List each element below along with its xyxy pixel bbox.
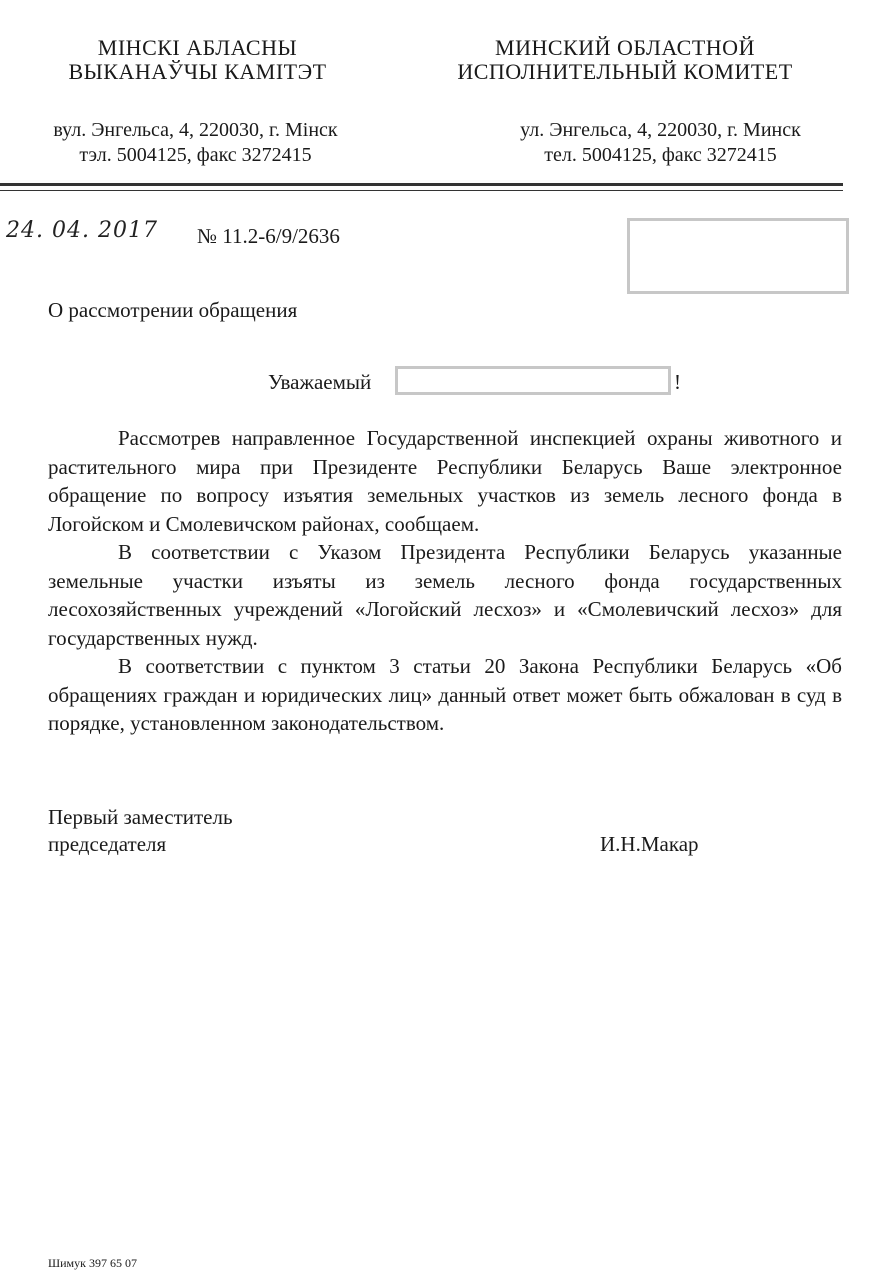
handwritten-date: 24. 04. 2017 xyxy=(6,218,158,243)
signatory-name: И.Н.Макар xyxy=(600,832,699,856)
letterhead-be-org-line1: МІНСКІ АБЛАСНЫ xyxy=(97,35,298,60)
body-paragraph-3: В соответствии с пунктом 3 статьи 20 Закона Республики Беларусь «Об обращениях граждан и юридических лиц» данный ответ может быть обжалован в суд в порядке, установленном законодательством. xyxy=(48,654,842,735)
letterhead-ru-org xyxy=(425,36,825,84)
signatory-position-line2: председателя xyxy=(48,832,167,856)
letterhead-ru-address-line2: тел. 5004125, факс 3272415 xyxy=(544,144,777,166)
letterhead-ru-org-line1: МИНСКИЙ ОБЛАСТНОЙ xyxy=(495,35,755,60)
letterhead-be-org xyxy=(20,36,375,84)
letterhead-be-address-line2: тэл. 5004125, факс 3272415 xyxy=(79,144,312,166)
signatory-position xyxy=(48,804,233,858)
document-subject: О рассмотрении обращения xyxy=(48,298,298,322)
letterhead-ru-address xyxy=(468,118,853,168)
letterhead-rule-thick xyxy=(0,183,843,186)
body-paragraph-1: Рассмотрев направленное Государственной инспекцией охраны животного и растительного мира при Президенте Республики Беларусь Ваше электронное обращение по вопросу изъятия земельных участков из земель лесного фонда в Логойском и Смолевичском районах, сообщаем. xyxy=(48,426,842,536)
body-paragraph-2: В соответствии с Указом Президента Республики Беларусь указанные земельные участки изъяты из земель лесного фонда государственных лесохозяйственных учреждений «Логойский лесхоз» и «Смолевичский лесхоз» для государственных нужд. xyxy=(48,540,842,650)
footer-executor: Шимук 397 65 07 xyxy=(48,1256,137,1270)
letterhead-ru-address-line1: ул. Энгельса, 4, 220030, г. Минск xyxy=(520,119,801,141)
redacted-addressee xyxy=(627,218,849,294)
salutation-end: ! xyxy=(674,370,681,394)
document-number: № 11.2-6/9/2636 xyxy=(197,224,340,248)
letterhead-rule-thin xyxy=(0,190,843,191)
signatory-position-line1: Первый заместитель xyxy=(48,805,233,829)
letterhead-be-address xyxy=(18,118,373,168)
redacted-name xyxy=(395,366,671,395)
letterhead-be-address-line1: вул. Энгельса, 4, 220030, г. Мінск xyxy=(53,119,338,141)
letter-body xyxy=(48,424,842,738)
letterhead-ru-org-line2: ИСПОЛНИТЕЛЬНЫЙ КОМИТЕТ xyxy=(457,59,793,84)
salutation: Уважаемый xyxy=(268,370,372,394)
letterhead-be-org-line2: ВЫКАНАЎЧЫ КАМІТЭТ xyxy=(68,59,327,84)
